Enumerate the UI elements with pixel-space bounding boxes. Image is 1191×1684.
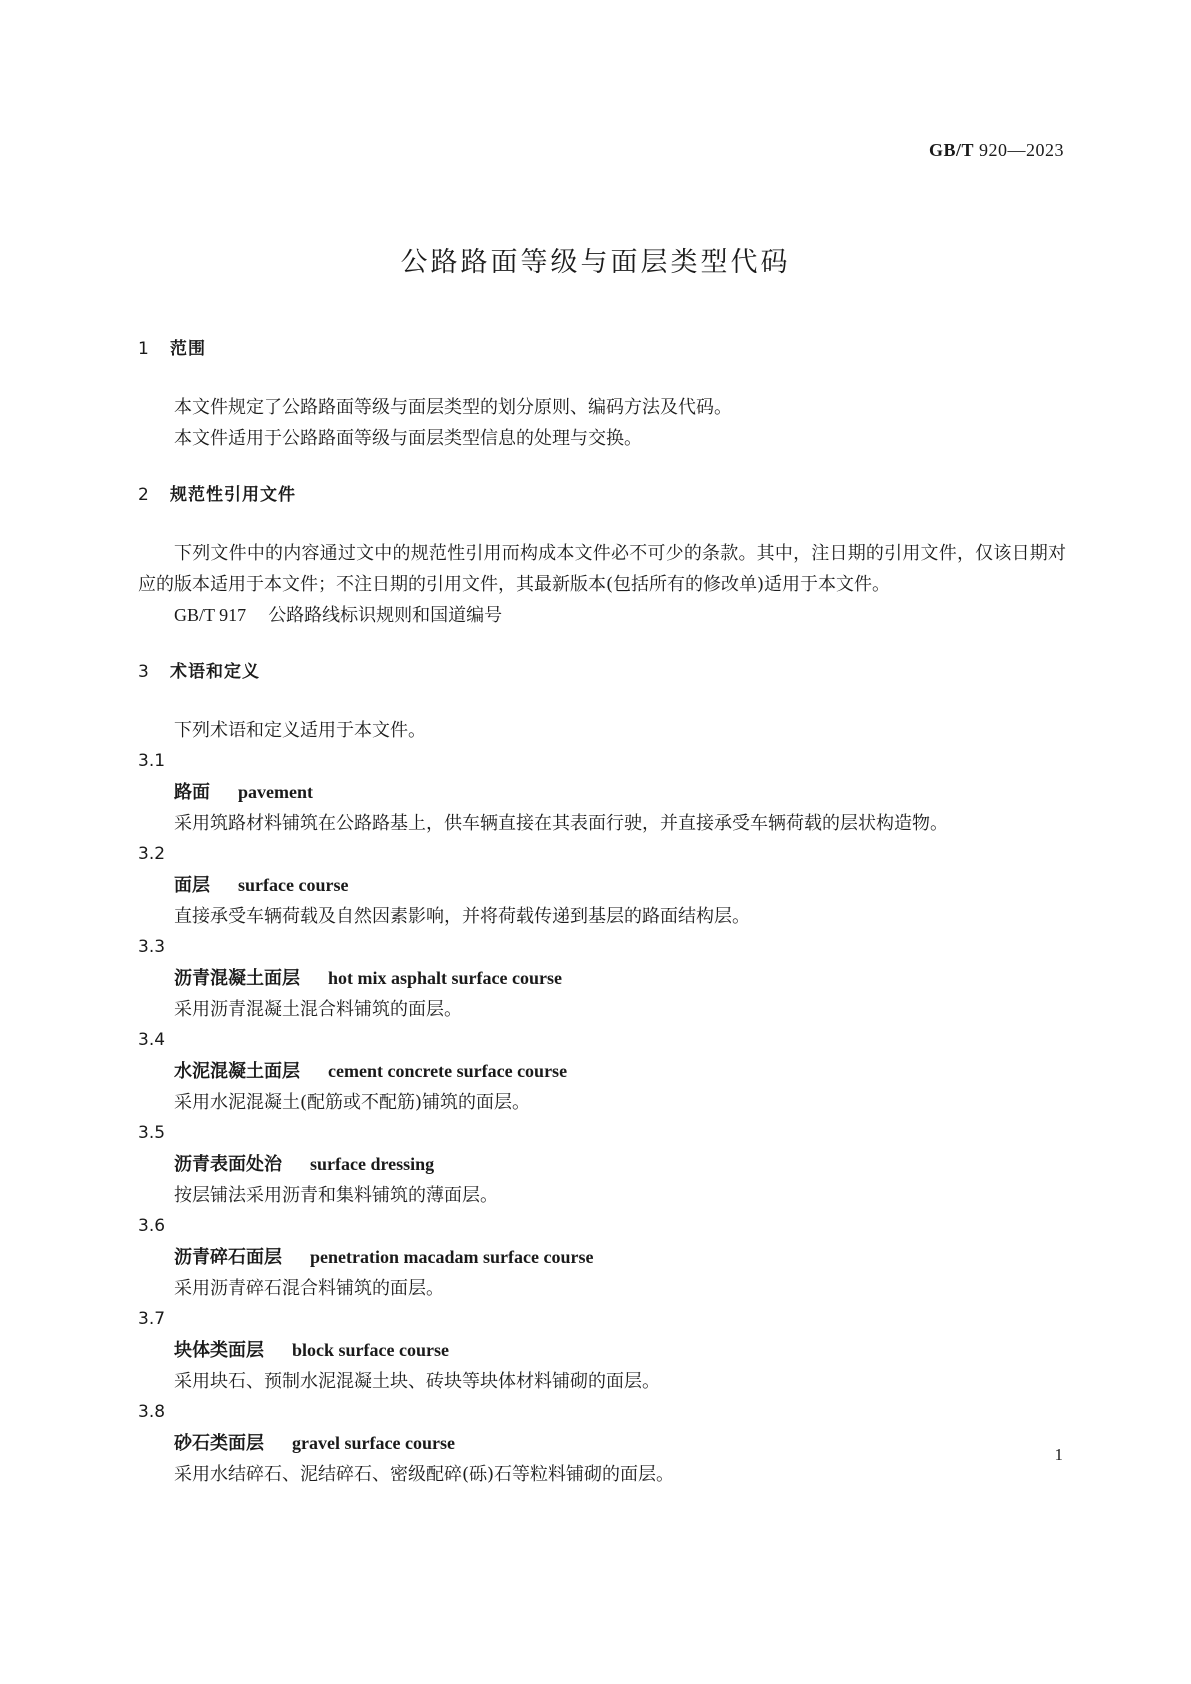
term-zh: 沥青碎石面层 <box>174 1247 282 1268</box>
section-heading-3 <box>138 659 1066 685</box>
term-en: surface course <box>238 875 349 895</box>
term-definition: 采用水结碎石、泥结碎石、密级配碎(砾)石等粒料铺砌的面层。 <box>174 1464 675 1485</box>
section-number: 1 <box>138 339 150 359</box>
term-zh: 砂石类面层 <box>174 1433 264 1454</box>
page-number: 1 <box>1054 1445 1063 1464</box>
term-entry <box>138 1397 1066 1490</box>
term-name <box>138 777 1066 808</box>
term-number: 3.5 <box>138 1123 166 1143</box>
term-en: block surface course <box>292 1340 449 1360</box>
normative-reference <box>138 600 1066 631</box>
standard-code: 920—2023 <box>979 140 1064 160</box>
term-zh: 沥青表面处治 <box>174 1154 282 1175</box>
term-number: 3.4 <box>138 1030 166 1050</box>
term-en: hot mix asphalt surface course <box>328 968 562 988</box>
paragraph: 本文件规定了公路路面等级与面层类型的划分原则、编码方法及代码。 <box>174 397 732 418</box>
term-name <box>138 1242 1066 1273</box>
term-definition: 采用沥青混凝土混合料铺筑的面层。 <box>174 999 462 1020</box>
term-entry <box>138 1025 1066 1118</box>
term-number: 3.1 <box>138 751 166 771</box>
term-entry <box>138 746 1066 839</box>
reference-code: GB/T 917 <box>174 605 247 625</box>
term-number: 3.7 <box>138 1309 166 1329</box>
standard-number <box>929 140 1064 161</box>
term-entry <box>138 1211 1066 1304</box>
standard-prefix: GB/T <box>928 140 974 160</box>
document-title: 公路路面等级与面层类型代码 <box>400 247 791 278</box>
paragraph: 下列术语和定义适用于本文件。 <box>174 720 426 741</box>
term-name <box>138 1149 1066 1180</box>
term-entry <box>138 839 1066 932</box>
term-name <box>138 1335 1066 1366</box>
term-name <box>138 870 1066 901</box>
term-en: penetration macadam surface course <box>310 1247 594 1267</box>
term-entry <box>138 1304 1066 1397</box>
term-zh: 沥青混凝土面层 <box>174 968 300 989</box>
term-number: 3.2 <box>138 844 166 864</box>
term-number: 3.8 <box>138 1402 166 1422</box>
term-en: pavement <box>238 782 313 802</box>
term-definition: 直接承受车辆荷载及自然因素影响，并将荷载传递到基层的路面结构层。 <box>174 906 750 927</box>
term-zh: 块体类面层 <box>174 1340 264 1361</box>
section-title: 术语和定义 <box>170 662 260 682</box>
term-number: 3.3 <box>138 937 166 957</box>
section-number: 3 <box>138 662 150 682</box>
term-zh: 路面 <box>174 782 210 803</box>
section-heading-1 <box>138 336 1066 362</box>
term-name <box>138 1428 1066 1459</box>
term-zh: 面层 <box>174 875 210 896</box>
term-name <box>138 963 1066 994</box>
term-zh: 水泥混凝土面层 <box>174 1061 300 1082</box>
term-definition: 采用块石、预制水泥混凝土块、砖块等块体材料铺砌的面层。 <box>174 1371 660 1392</box>
section-title: 范围 <box>170 339 206 359</box>
section-heading-2 <box>138 482 1066 508</box>
term-definition: 采用水泥混凝土(配筋或不配筋)铺筑的面层。 <box>174 1092 531 1113</box>
term-definition: 采用沥青碎石混合料铺筑的面层。 <box>174 1278 444 1299</box>
term-entry <box>138 932 1066 1025</box>
paragraph: 本文件适用于公路路面等级与面层类型信息的处理与交换。 <box>174 428 642 449</box>
paragraph: 下列文件中的内容通过文中的规范性引用而构成本文件必不可少的条款。其中，注日期的引用文件，仅该日期对应的版本适用于本文件；不注日期的引用文件，其最新版本(包括所有的修改单)适用于本文件。 <box>138 543 1066 595</box>
document-body <box>138 336 1066 1490</box>
reference-title: 公路路线标识规则和国道编号 <box>268 605 503 626</box>
term-number: 3.6 <box>138 1216 166 1236</box>
term-en: cement concrete surface course <box>328 1061 568 1081</box>
term-en: gravel surface course <box>292 1433 455 1453</box>
section-number: 2 <box>138 485 150 505</box>
term-entry <box>138 1118 1066 1211</box>
term-definition: 按层铺法采用沥青和集料铺筑的薄面层。 <box>174 1185 498 1206</box>
term-name <box>138 1056 1066 1087</box>
term-en: surface dressing <box>310 1154 435 1174</box>
section-title: 规范性引用文件 <box>170 485 296 505</box>
term-definition: 采用筑路材料铺筑在公路路基上，供车辆直接在其表面行驶，并直接承受车辆荷载的层状构造物。 <box>174 813 948 834</box>
